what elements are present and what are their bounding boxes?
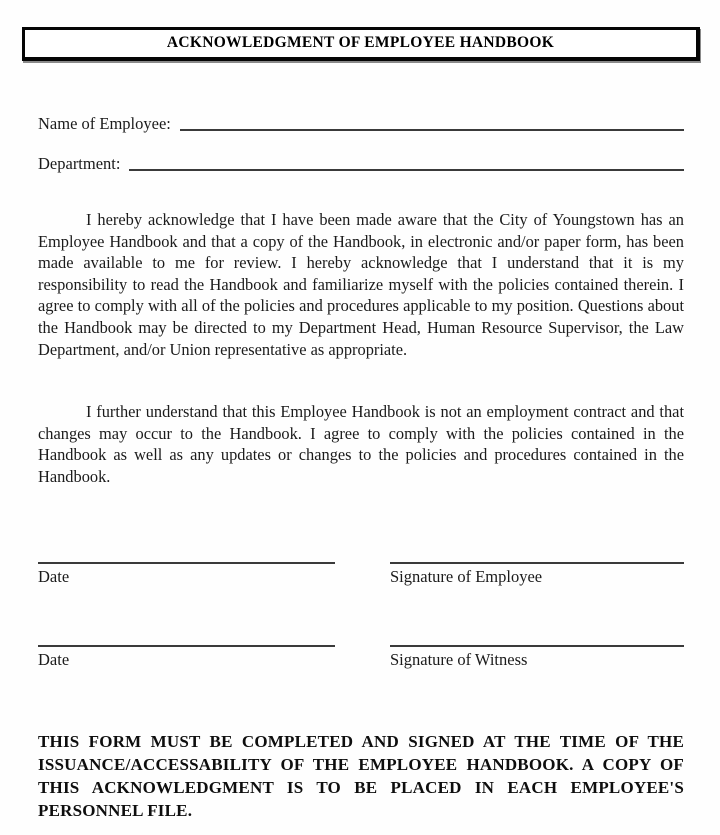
- department-label: Department:: [38, 154, 121, 173]
- signature-of-employee-label: Signature of Employee: [390, 567, 543, 586]
- department-row: [38, 154, 684, 174]
- footer-notice: THIS FORM MUST BE COMPLETED AND SIGNED AT THE TIME OF THE ISSUANCE/ACCESSABILITY OF THE EMPLOYEE HANDBOOK. A COPY OF THIS ACKNOWLEDGMENT IS TO BE PLACED IN EACH EMPLOYEE'S PERSONNEL FILE.: [38, 732, 684, 820]
- form-title: ACKNOWLEDGMENT OF EMPLOYEE HANDBOOK: [166, 34, 555, 51]
- department-field[interactable]: [129, 169, 684, 171]
- form-title-box: [22, 27, 700, 61]
- name-of-employee-label: Name of Employee:: [38, 114, 171, 133]
- date-label-2: Date: [38, 650, 70, 669]
- date-column-1: [38, 562, 335, 587]
- employee-signature-column: [390, 562, 684, 587]
- signature-row-employee: [38, 562, 684, 587]
- name-of-employee-field[interactable]: [180, 129, 684, 131]
- date-column-2: [38, 645, 335, 670]
- signature-row-witness: [38, 645, 684, 670]
- acknowledgment-paragraph-2: I further understand that this Employee Handbook is not an employment contract and that changes may occur to the Handbook. I agree to comply with the policies contained in the Handbook as well as any updates or changes to the policies and procedures contained in the Handbook.: [38, 402, 684, 486]
- date-label-1: Date: [38, 567, 70, 586]
- witness-signature-column: [390, 645, 684, 670]
- name-of-employee-row: [38, 114, 684, 134]
- signature-of-witness-label: Signature of Witness: [390, 650, 528, 669]
- acknowledgment-paragraph-1: I hereby acknowledge that I have been made aware that the City of Youngstown has an Employee Handbook and that a copy of the Handbook, in electronic and/or paper form, has been made available to me for review. I hereby acknowledge that I understand that it is my responsibility to read the Handbook and familiarize myself with the policies contained therein. I agree to comply with all of the policies and procedures applicable to my position. Questions about the Handbook may be directed to my Department Head, Human Resource Supervisor, the Law Department, and/or Union representative as appropriate.: [38, 210, 684, 359]
